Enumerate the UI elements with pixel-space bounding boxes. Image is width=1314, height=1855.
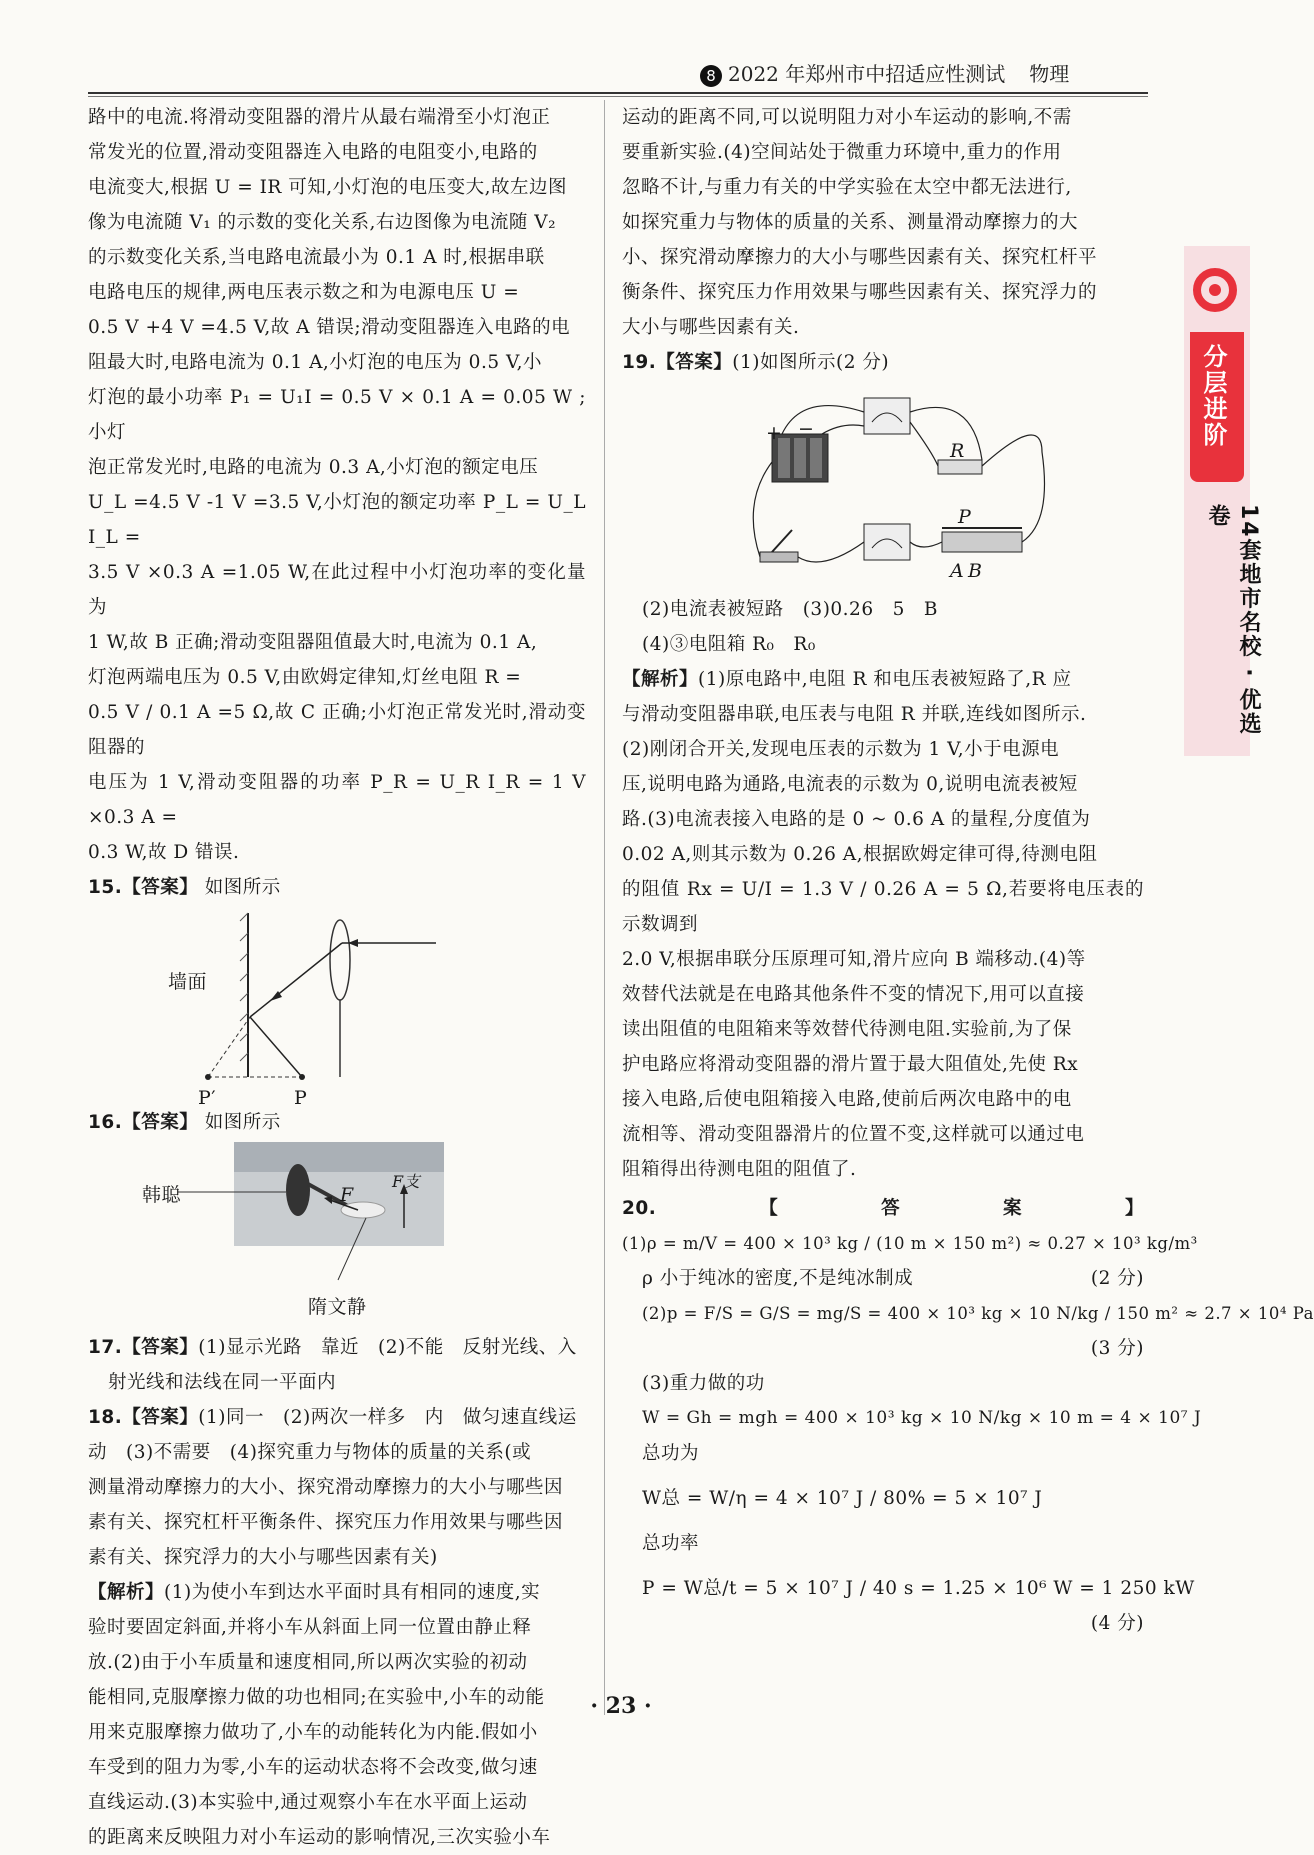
q20-eq4: W总 = W/η = 4 × 10⁷ J / 80% = 5 × 10⁷ J xyxy=(642,1488,1043,1509)
header-rule-thin xyxy=(88,96,1148,97)
q20-eq2: (2)p = F/S = G/S = mg/S = 400 × 10³ kg × 10 N/kg / 150 m² ≈ 2.7 × 10⁴ Pa xyxy=(642,1304,1314,1323)
q16-answer xyxy=(88,1105,586,1140)
lens-mirror xyxy=(330,920,350,1000)
text-line: 接入电路,后使电阻箱接入电路,使前后两次电路中的电 xyxy=(622,1089,1072,1110)
text-line: 0.5 V / 0.1 A =5 Ω,故 C 正确;小灯泡正常发光时,滑动变阻器的 xyxy=(88,702,586,758)
q19-answer xyxy=(622,345,1144,380)
text-line: 压,说明电路为通路,电流表的示数为 0,说明电流表被短 xyxy=(622,774,1078,795)
q20-answer xyxy=(622,1191,1198,1261)
text-line: 灯泡两端电压为 0.5 V,由欧姆定律知,灯丝电阻 R = xyxy=(88,667,522,688)
point-p-image xyxy=(205,1074,211,1080)
text-line: 验时要固定斜面,并将小车从斜面上同一位置由静止释 xyxy=(88,1617,532,1638)
q14-continuation xyxy=(88,100,586,870)
q19-analysis xyxy=(622,662,1144,697)
q19-line1: (1)如图所示(2 分) xyxy=(732,352,890,373)
q15-figure xyxy=(168,905,568,1109)
q19-figure xyxy=(742,382,1072,592)
target-logo-icon xyxy=(1193,268,1237,312)
side-label-red: 分层进阶 xyxy=(1199,344,1227,448)
point-p xyxy=(299,1074,305,1080)
text-line: 如探究重力与物体的质量的关系、测量滑动摩擦力的大 xyxy=(622,212,1079,233)
text-line: 的距离来反映阻力对小车运动的影响情况,三次实验小车 xyxy=(88,1827,551,1848)
text-line: 动 (3)不需要 (4)探究重力与物体的质量的关系(或 xyxy=(88,1442,532,1463)
minus-label: − xyxy=(798,418,815,440)
q19-analysis-tag: 【解析】 xyxy=(622,669,699,690)
text-line: 测量滑动摩擦力的大小、探究滑动摩擦力的大小与哪些因 xyxy=(88,1477,564,1498)
text-line: 运动的距离不同,可以说明阻力对小车运动的影响,不需 xyxy=(622,107,1072,128)
q16-tag: 【答案】 xyxy=(122,1112,199,1133)
side-label-black: 14套地市名校 · 优选卷 xyxy=(1205,504,1261,737)
text-line: 的阻值 Rx = U/I = 1.3 V / 0.26 A = 5 Ω,若要将电压表的示数调到 xyxy=(622,879,1144,935)
text-line: 0.02 A,则其示数为 0.26 A,根据欧姆定律可得,待测电阻 xyxy=(622,844,1098,865)
q18-tag: 【答案】 xyxy=(122,1407,199,1428)
text-line: U_L =4.5 V -1 V =3.5 V,小灯泡的额定功率 P_L = U_L I_L = xyxy=(88,492,586,548)
force-support-label: F支 xyxy=(392,1172,421,1191)
header-subject: 物理 xyxy=(1029,62,1070,86)
q20-number: 20. xyxy=(622,1198,657,1219)
q20-tag: 【答案】 xyxy=(656,1198,1144,1219)
end-a-label: A xyxy=(950,560,965,582)
q18-analysis xyxy=(88,1575,586,1610)
text-line: 路.(3)电流表接入电路的是 0 ~ 0.6 A 的量程,分度值为 xyxy=(622,809,1091,830)
text-line: (1)原电路中,电阻 R 和电压表被短路了,R 应 xyxy=(698,669,1072,690)
header-number: 8 xyxy=(700,65,722,87)
text-line: 车受到的阻力为零,小车的运动状态将不会改变,做匀速 xyxy=(88,1757,538,1778)
q20-eq3: W = Gh = mgh = 400 × 10³ kg × 10 N/kg × 10 m = 4 × 10⁷ J xyxy=(642,1408,1202,1428)
force-f-label: F xyxy=(340,1184,354,1206)
q20-score3: (4 分) xyxy=(1090,1613,1144,1634)
reflected-ray-2 xyxy=(250,1017,302,1077)
text-line: 阻箱得出待测电阻的阻值了. xyxy=(622,1159,857,1180)
q15-number: 15. xyxy=(88,877,123,898)
text-line: 阻最大时,电路电流为 0.1 A,小灯泡的电压为 0.5 V,小 xyxy=(88,352,542,373)
mirror-diagram xyxy=(208,905,568,1105)
end-b-label: B xyxy=(968,560,983,582)
text-line: 衡条件、探究压力作用效果与哪些因素有关、探究浮力的 xyxy=(622,282,1098,303)
skater-han xyxy=(286,1164,310,1216)
text-line: 素有关、探究杠杆平衡条件、探究压力作用效果与哪些因 xyxy=(88,1512,564,1533)
q15-answer xyxy=(88,870,586,905)
plus-label: + xyxy=(766,422,783,444)
q20-line4: (3)重力做的功 xyxy=(642,1373,765,1394)
text-line: 2.0 V,根据串联分压原理可知,滑片应向 B 端移动.(4)等 xyxy=(622,949,1086,970)
side-tab xyxy=(1184,246,1261,756)
resistor-label: R xyxy=(950,440,965,462)
p-label: P xyxy=(294,1087,308,1109)
text-line: 0.3 W,故 D 错误. xyxy=(88,842,240,863)
slider-label: P xyxy=(958,506,972,528)
han-label: 韩聪 xyxy=(142,1184,182,1206)
text-line: 要重新实验.(4)空间站处于微重力环境中,重力的作用 xyxy=(622,142,1062,163)
q20-eq5-row xyxy=(622,1571,1195,1634)
q18-number: 18. xyxy=(88,1407,123,1428)
sui-label: 隋文静 xyxy=(308,1296,367,1318)
ammeter-icon xyxy=(864,524,910,560)
q15-text: 如图所示 xyxy=(204,877,281,898)
q16-text: 如图所示 xyxy=(204,1112,281,1133)
text-line: 电流变大,根据 U = IR 可知,小灯泡的电压变大,故左边图 xyxy=(88,177,567,198)
q20-line6: 总功为 xyxy=(642,1443,700,1464)
q20-line2 xyxy=(622,1261,1144,1296)
q20-conclusion: ρ 小于纯冰的密度,不是纯冰制成 xyxy=(642,1268,914,1289)
left-column xyxy=(88,100,586,1855)
voltmeter-icon xyxy=(864,398,910,434)
text-line: 灯泡的最小功率 P₁ = U₁I = 0.5 V × 0.1 A = 0.05 W ;小灯 xyxy=(88,387,586,443)
text-line: 流相等、滑动变阻器滑片的位置不变,这样就可以通过电 xyxy=(622,1124,1085,1145)
text-line: 大小与哪些因素有关. xyxy=(622,317,800,338)
text-line: 电路电压的规律,两电压表示数之和为电源电压 U = xyxy=(88,282,520,303)
q18-analysis-tag: 【解析】 xyxy=(88,1582,165,1603)
q19-line2: (2)电流表被短路 (3)0.26 5 B xyxy=(642,599,938,620)
q16-number: 16. xyxy=(88,1112,123,1133)
q20-score2-row xyxy=(622,1331,1144,1366)
header-rule xyxy=(88,92,1148,94)
q18-line1: (1)同一 (2)两次一样多 内 做匀速直线运 xyxy=(198,1407,577,1428)
q18-answer xyxy=(88,1400,586,1435)
text-line: 电压为 1 V,滑动变阻器的功率 P_R = U_R I_R = 1 V ×0.3 A = xyxy=(88,772,586,828)
text-line: 路中的电流.将滑动变阻器的滑片从最右端滑至小灯泡正 xyxy=(88,107,551,128)
text-line: 素有关、探究浮力的大小与哪些因素有关) xyxy=(88,1547,438,1568)
wall-hatching xyxy=(240,913,248,1061)
q19-number: 19. xyxy=(622,352,657,373)
text-line: 护电路应将滑动变阻器的滑片置于最大阻值处,先使 Rx xyxy=(622,1054,1079,1075)
page-header xyxy=(700,58,1150,87)
text-line: 读出阻值的电阻箱来等效替代待测电阻.实验前,为了保 xyxy=(622,1019,1072,1040)
q19-tag: 【答案】 xyxy=(656,352,733,373)
text-line: 的示数变化关系,当电路电流最小为 0.1 A 时,根据串联 xyxy=(88,247,545,268)
column-divider xyxy=(604,100,605,1715)
text-line: 像为电流随 V₁ 的示数的变化关系,右边图像为电流随 V₂ xyxy=(88,212,557,233)
text-line: 0.5 V +4 V =4.5 V,故 A 错误;滑动变阻器连入电路的电 xyxy=(88,317,571,338)
text-line: 忽略不计,与重力有关的中学实验在太空中都无法进行, xyxy=(622,177,1072,198)
text-line: 直线运动.(3)本实验中,通过观察小车在水平面上运动 xyxy=(88,1792,528,1813)
q20-eq1: (1)ρ = m/V = 400 × 10³ kg / (10 m × 150 m²) ≈ 0.27 × 10³ kg/m³ xyxy=(622,1234,1198,1253)
q20-score2: (3 分) xyxy=(1090,1338,1144,1359)
q17-tag: 【答案】 xyxy=(122,1337,199,1358)
text-line: 泡正常发光时,电路的电流为 0.3 A,小灯泡的额定电压 xyxy=(88,457,539,478)
text-line: 小、探究滑动摩擦力的大小与哪些因素有关、探究杠杆平 xyxy=(622,247,1098,268)
rheostat-icon xyxy=(942,532,1022,552)
text-line: 放.(2)由于小车质量和速度相同,所以两次实验的初动 xyxy=(88,1652,528,1673)
text-line: 3.5 V ×0.3 A =1.05 W,在此过程中小灯泡功率的变化量为 xyxy=(88,562,586,618)
text-line: (2)刚闭合开关,发现电压表的示数为 1 V,小于电源电 xyxy=(622,739,1060,760)
text-line: 1 W,故 B 正确;滑动变阻器阻值最大时,电流为 0.1 A, xyxy=(88,632,538,653)
text-line: 常发光的位置,滑动变阻器连入电路的电阻变小,电路的 xyxy=(88,142,538,163)
wall-label: 墙面 xyxy=(168,971,208,993)
skating-photo xyxy=(198,1140,558,1330)
q17-number: 17. xyxy=(88,1337,123,1358)
q16-figure xyxy=(142,1140,558,1330)
text-line: 能相同,克服摩擦力做的功也相同;在实验中,小车的动能 xyxy=(88,1687,545,1708)
switch-icon xyxy=(760,552,798,562)
q17-line2: 射光线和法线在同一平面内 xyxy=(108,1372,337,1393)
header-title: 2022 年郑州市中招适应性测试 xyxy=(728,62,1006,86)
q19-line3: (4)③电阻箱 R₀ R₀ xyxy=(642,634,816,655)
text-line: (1)为使小车到达水平面时具有相同的速度,实 xyxy=(164,1582,541,1603)
q17-line1: (1)显示光路 靠近 (2)不能 反射光线、入 xyxy=(198,1337,577,1358)
virtual-ray xyxy=(208,1017,250,1077)
p-image-label: P′ xyxy=(198,1087,217,1109)
q17-answer xyxy=(88,1330,586,1365)
text-line: 用来克服摩擦力做功了,小车的动能转化为内能.假如小 xyxy=(88,1722,538,1743)
text-line: 与滑动变阻器串联,电压表与电阻 R 并联,连线如图所示. xyxy=(622,704,1087,725)
reflected-ray xyxy=(250,943,342,1017)
page-number: · 23 · xyxy=(590,1693,652,1719)
text-line: 效替代法就是在电路其他条件不变的情况下,用可以直接 xyxy=(622,984,1085,1005)
q20-line8: 总功率 xyxy=(642,1533,700,1554)
circuit-diagram xyxy=(742,382,1072,592)
q15-tag: 【答案】 xyxy=(122,877,199,898)
q20-score1: (2 分) xyxy=(1090,1268,1144,1289)
q20-eq5: P = W总/t = 5 × 10⁷ J / 40 s = 1.25 × 10⁶ W = 1 250 kW xyxy=(642,1578,1195,1599)
switch-lever xyxy=(772,530,792,552)
